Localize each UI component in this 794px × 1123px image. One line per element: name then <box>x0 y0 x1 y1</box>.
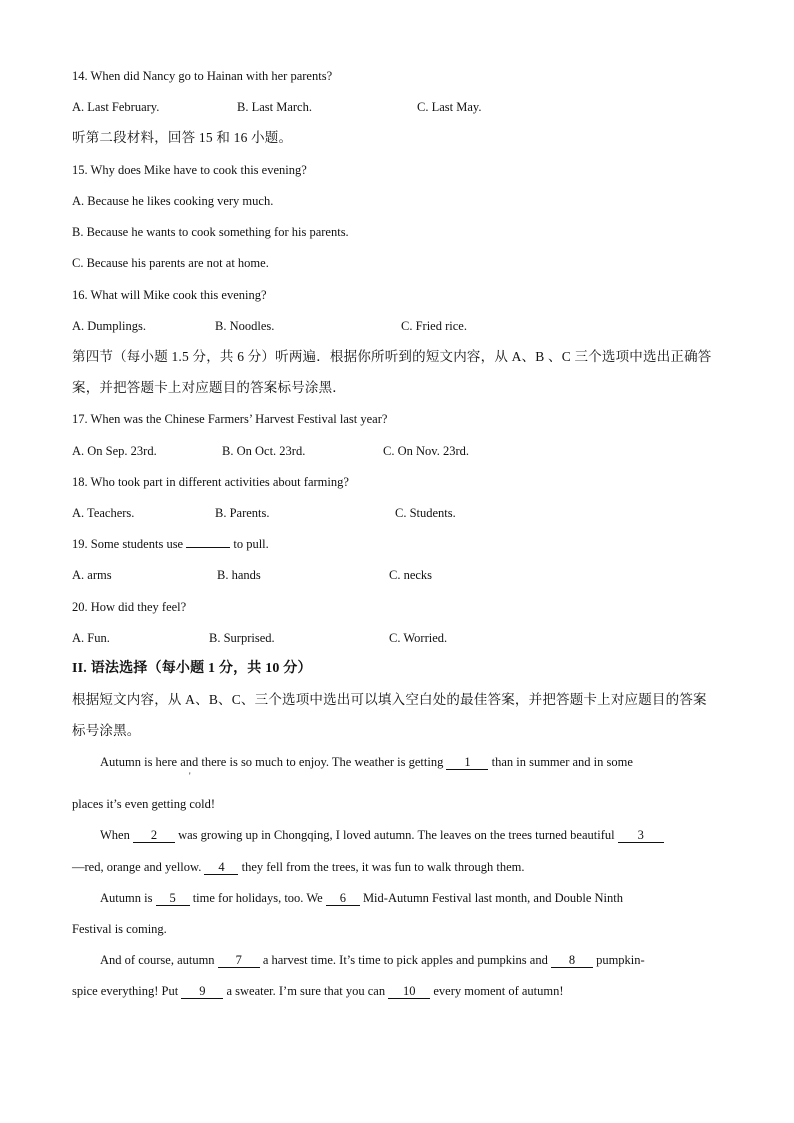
blank-2: 2 <box>133 828 175 843</box>
stray-mark: ' <box>189 771 191 781</box>
q19-stem-after: to pull. <box>230 537 269 551</box>
passage-text: Mid-Autumn Festival last month, and Double Ninth <box>359 891 623 905</box>
passage-text: a sweater. I’m sure that you can <box>223 984 389 998</box>
question-15-stem: 15. Why does Mike have to cook this evening? <box>72 163 307 177</box>
question-20-stem: 20. How did they feel? <box>72 600 187 614</box>
blank-5: 5 <box>156 891 190 906</box>
passage-paragraph-3-line-1 <box>100 889 623 907</box>
grammar-instruction-line-1: 根据短文内容，从 A、B、C、三个选项中选出可以填入空白处的最佳答案，并把答题卡上对应题目的答案 <box>72 692 707 707</box>
q17-option-a: A. On Sep. 23rd. <box>72 444 157 458</box>
blank-10: 10 <box>388 984 430 999</box>
part-4-instruction-line-2: 案，并把答题卡上对应题目的答案标号涂黑． <box>72 380 346 395</box>
blank-8: 8 <box>551 953 593 968</box>
q15-option-c: C. Because his parents are not at home. <box>72 256 269 270</box>
q19-stem-before: 19. Some students use <box>72 537 187 551</box>
q20-option-c: C. Worried. <box>389 631 448 645</box>
question-19-stem <box>72 535 269 553</box>
passage-text: pumpkin- <box>592 953 645 967</box>
section-2-instruction: 听第二段材料，回答 15 和 16 小题。 <box>72 130 293 145</box>
q16-option-b: B. Noodles. <box>215 319 275 333</box>
q19-option-c: C. necks <box>389 568 433 582</box>
question-18-stem: 18. Who took part in different activities about farming? <box>72 475 349 489</box>
part-4-instruction-line-1: 第四节（每小题 1.5 分，共 6 分）听两遍．根据你所听到的短文内容，从 A、B 、C 三个选项中选出正确答 <box>72 349 712 364</box>
passage-text: spice everything! Put <box>72 984 182 998</box>
q20-option-a: A. Fun. <box>72 631 110 645</box>
passage-text: When <box>100 828 133 842</box>
passage-text: Autumn is <box>100 891 156 905</box>
passage-text: a harvest time. It’s time to pick apples and pumpkins and <box>259 953 551 967</box>
question-16-stem: 16. What will Mike cook this evening? <box>72 288 267 302</box>
q18-option-a: A. Teachers. <box>72 506 135 520</box>
passage-paragraph-2-line-1 <box>100 826 664 844</box>
q19-option-b: B. hands <box>217 568 261 582</box>
q15-option-b: B. Because he wants to cook something for his parents. <box>72 225 349 239</box>
question-17-stem: 17. When was the Chinese Farmers’ Harvest Festival last year? <box>72 412 388 426</box>
q17-option-b: B. On Oct. 23rd. <box>222 444 306 458</box>
q14-option-c: C. Last May. <box>417 100 482 114</box>
passage-text: every moment of autumn! <box>430 984 564 998</box>
grammar-instruction-line-2: 标号涂黑。 <box>72 723 141 738</box>
q14-option-b: B. Last March. <box>237 100 312 114</box>
blank-3: 3 <box>618 828 664 843</box>
blank-9: 9 <box>181 984 223 999</box>
q18-option-b: B. Parents. <box>215 506 270 520</box>
q15-option-a: A. Because he likes cooking very much. <box>72 194 274 208</box>
blank-1: 1 <box>446 755 488 770</box>
blank-4: 4 <box>204 860 238 875</box>
passage-paragraph-4-line-2 <box>72 982 564 1000</box>
question-14-stem: 14. When did Nancy go to Hainan with her parents? <box>72 69 333 83</box>
q17-option-c: C. On Nov. 23rd. <box>383 444 469 458</box>
q19-answer-blank <box>186 547 230 548</box>
passage-text: was growing up in Chongqing, I loved autumn. The leaves on the trees turned beautiful <box>174 828 618 842</box>
passage-paragraph-2-line-2 <box>72 858 525 876</box>
q19-option-a: A. arms <box>72 568 112 582</box>
passage-text: And of course, autumn <box>100 953 218 967</box>
passage-paragraph-1-line-1 <box>100 753 633 771</box>
q16-option-a: A. Dumplings. <box>72 319 146 333</box>
q18-option-c: C. Students. <box>395 506 456 520</box>
q14-option-a: A. Last February. <box>72 100 160 114</box>
blank-6: 6 <box>326 891 360 906</box>
passage-text: Autumn is here <box>100 755 181 769</box>
grammar-section-heading: II. 语法选择（每小题 1 分，共 10 分） <box>72 661 312 676</box>
q16-option-c: C. Fried rice. <box>401 319 467 333</box>
passage-text: and there is so much to enjoy. The weather is getting <box>180 755 447 769</box>
q20-option-b: B. Surprised. <box>209 631 275 645</box>
passage-paragraph-1-line-2: places it’s even getting cold! <box>72 797 216 811</box>
passage-text: than in summer and in some <box>488 755 633 769</box>
passage-text: they fell from the trees, it was fun to walk through them. <box>238 860 525 874</box>
passage-paragraph-4-line-1 <box>100 951 645 969</box>
passage-text: time for holidays, too. We <box>189 891 326 905</box>
blank-7: 7 <box>218 953 260 968</box>
passage-text: —red, orange and yellow. <box>72 860 205 874</box>
passage-paragraph-3-line-2: Festival is coming. <box>72 922 167 936</box>
